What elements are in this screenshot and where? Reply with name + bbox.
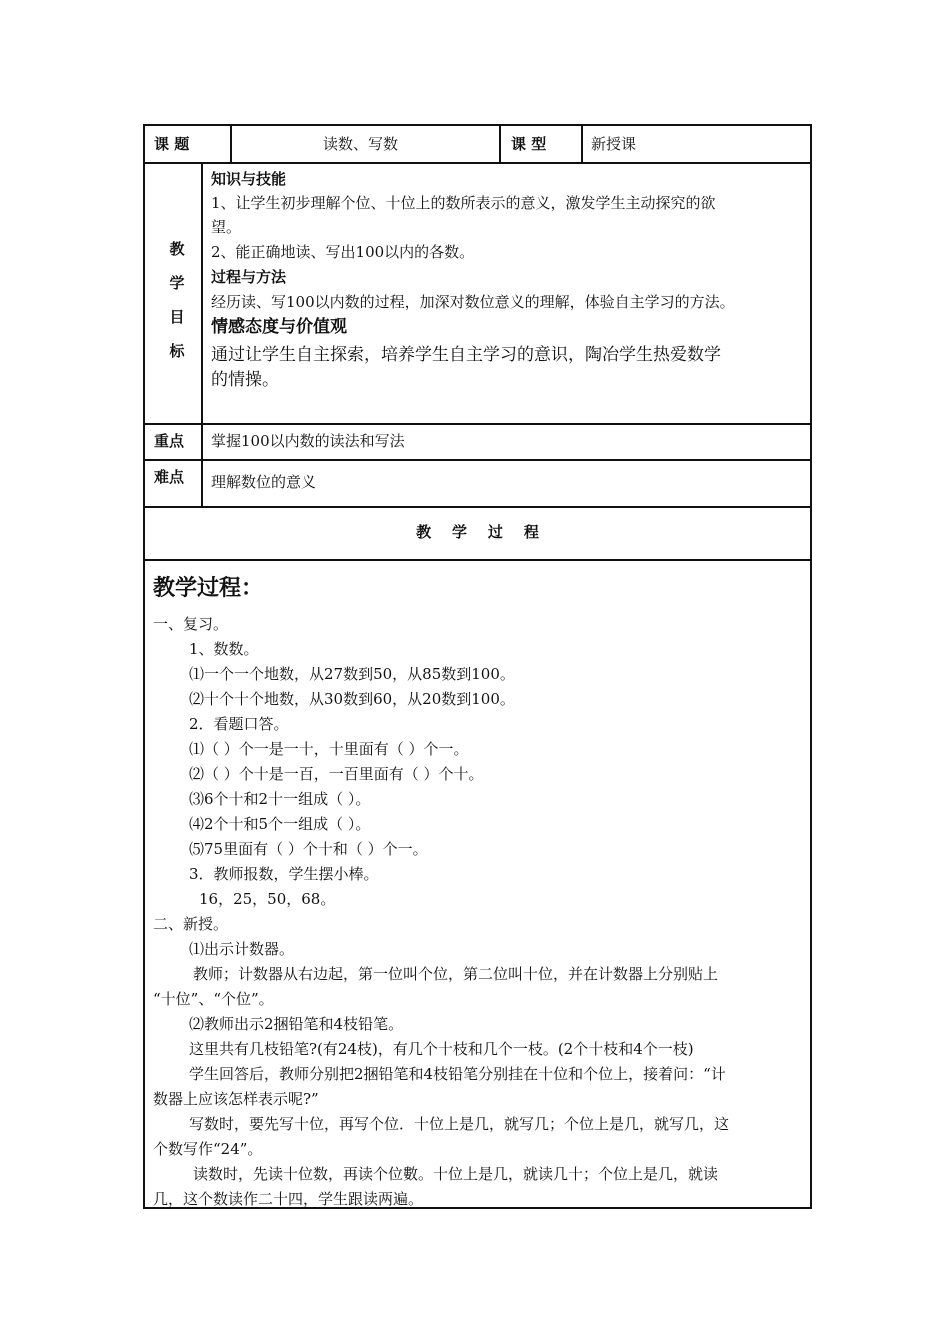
emotion-text: 通过让学生自主探索，培养学生自主学习的意识，陶冶学生热爱数学 xyxy=(211,345,721,365)
objectives-label: 教 学 目 标 xyxy=(169,240,185,360)
col-divider xyxy=(581,126,583,162)
process-line: 二、新授。 xyxy=(153,915,229,933)
emotion-text-cont: 的情操。 xyxy=(211,370,279,390)
process-banner: 教 学 过 程 xyxy=(416,523,539,541)
col-divider xyxy=(201,162,203,506)
process-line: ⑴（ ）个一是一十，十里面有（ ）个一。 xyxy=(189,740,469,758)
row-divider xyxy=(145,459,810,461)
process-line: ⑵（ ）个十是一百，一百里面有（ ）个十。 xyxy=(189,765,484,783)
col-divider xyxy=(499,126,501,162)
process-line: ⑴出示计数器。 xyxy=(189,940,295,958)
process-line: 教师；计数器从右边起，第一位叫个位，第二位叫十位，并在计数器上分别贴上 xyxy=(193,965,719,983)
process-line: 1、数数。 xyxy=(189,640,259,658)
row-divider xyxy=(145,559,810,561)
process-line: 2．看题口答。 xyxy=(189,715,289,733)
emotion-heading: 情感态度与价值观 xyxy=(211,317,347,337)
key-point-label: 重点 xyxy=(154,432,185,450)
row-divider xyxy=(145,162,810,164)
key-point-value: 掌握100以内数的读法和写法 xyxy=(211,432,405,450)
lesson-table xyxy=(143,124,812,1209)
type-value: 新授课 xyxy=(591,135,637,153)
process-line: 这里共有几枝铅笔?(有24枝)，有几个十枝和几个一枝。(2个十枝和4个一枝) xyxy=(189,1040,694,1058)
process-line: 几，这个数读作二十四，学生跟读两遍。 xyxy=(153,1190,424,1208)
topic-label: 课 题 xyxy=(154,135,190,153)
process-line: ⑷2个十和5个一组成（ ）。 xyxy=(189,815,371,833)
process-line: ⑶6个十和2十一组成（ ）。 xyxy=(189,790,371,808)
knowledge-heading: 知识与技能 xyxy=(211,170,287,188)
process-line: ⑵十个十个地数，从30数到60，从20数到100。 xyxy=(189,690,515,708)
process-line: 写数时，要先写十位，再写个位．十位上是几，就写几；个位上是几，就写几，这 xyxy=(189,1115,730,1133)
process-line: 个数写作“24”。 xyxy=(153,1140,263,1158)
difficulty-value: 理解数位的意义 xyxy=(211,473,317,491)
process-heading: 过程与方法 xyxy=(211,268,287,286)
row-divider xyxy=(145,423,810,425)
process-line: ⑴一个一个地数，从27数到50，从85数到100。 xyxy=(189,665,515,683)
process-text: 经历读、写100以内数的过程，加深对数位意义的理解，体验自主学习的方法。 xyxy=(211,293,735,311)
process-title: 教学过程： xyxy=(153,576,264,601)
process-line: 3．教师报数，学生摆小棒。 xyxy=(189,865,379,883)
knowledge-item: 2、能正确地读、写出100以内的各数。 xyxy=(211,243,475,261)
process-line: 一、复习。 xyxy=(153,615,229,633)
process-line: ⑸75里面有（ ）个十和（ ）个一。 xyxy=(189,840,428,858)
type-label: 课 型 xyxy=(511,135,547,153)
knowledge-item: 1、让学生初步理解个位、十位上的数所表示的意义，激发学生主动探究的欲 xyxy=(211,194,716,212)
process-line: 学生回答后，教师分别把2捆铅笔和4枝铅笔分别挂在十位和个位上，接着问：“计 xyxy=(189,1065,726,1083)
knowledge-item-cont: 望。 xyxy=(211,218,242,236)
topic-value: 读数、写数 xyxy=(323,135,399,153)
process-line: ⑵教师出示2捆铅笔和4枝铅笔。 xyxy=(189,1015,404,1033)
process-line: 16，25，50，68。 xyxy=(199,890,336,908)
row-divider xyxy=(145,506,810,508)
process-line: 数器上应该怎样表示呢?” xyxy=(153,1090,319,1108)
process-line: 读数时，先读十位数，再读个位數。十位上是几，就读几十；个位上是几，就读 xyxy=(193,1165,719,1183)
difficulty-label: 难点 xyxy=(154,468,185,486)
process-line: “十位”、“个位”。 xyxy=(153,990,274,1008)
col-divider xyxy=(230,126,232,162)
